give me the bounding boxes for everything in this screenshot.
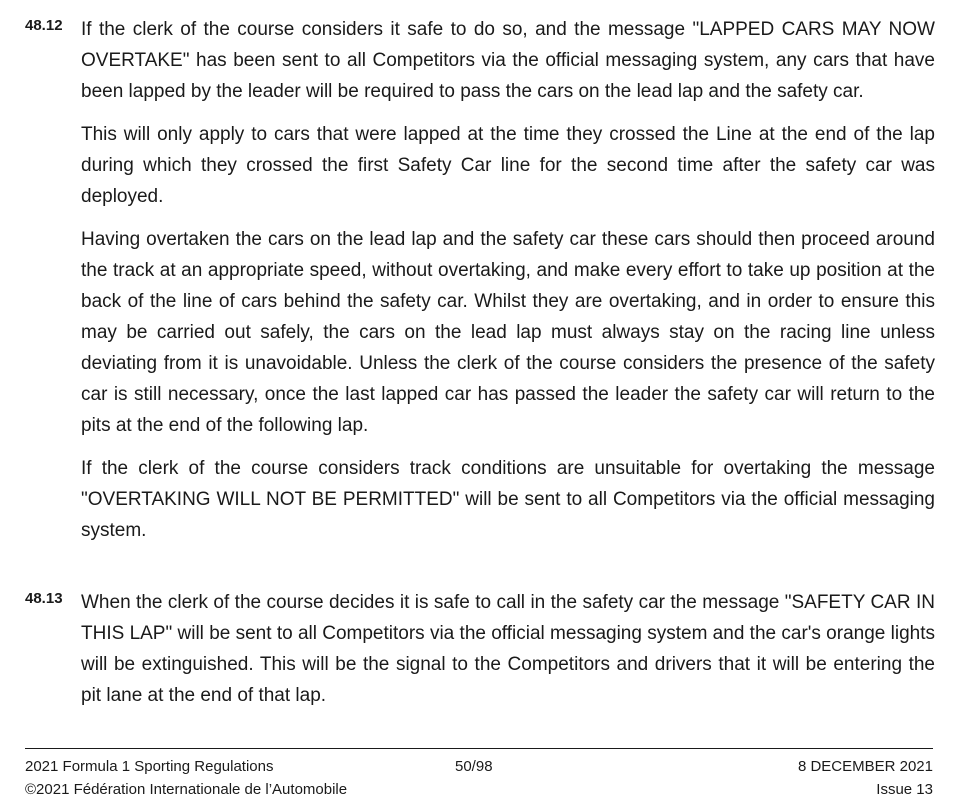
footer-date: 8 DECEMBER 2021 (797, 758, 933, 775)
article-paragraph: If the clerk of the course considers it safe to do so, and the message "LAPPED CARS MAY NOW OVERTAKE" has been sent to all Competitors via the official messaging system, any cars that have been lapped by the leader will be required to pass the cars on the lead lap and the safety car. (81, 19, 935, 102)
article-number: 48.12 (25, 17, 63, 34)
article-48-13 (25, 587, 935, 723)
footer-divider (25, 748, 933, 749)
article-paragraph: When the clerk of the course decides it is safe to call in the safety car the message "SAFETY CAR IN THIS LAP" will be sent to all Competitors via the official messaging system and the car's orange lights will be extinguished. This will be the signal to the Competitors and drivers that it will be entering the pit lane at the end of that lap. (81, 592, 935, 706)
article-number: 48.13 (25, 590, 63, 607)
article-paragraph: Having overtaken the cars on the lead lap and the safety car these cars should then proceed around the track at an appropriate speed, without overtaking, and make every effort to take up position at the back of the line of cars behind the safety car. Whilst they are overtaking, and in order to ensure this may be carried out safely, the cars on the lead lap must always stay on the racing line unless deviating from it is unavoidable. Unless the clerk of the course considers the presence of the safety car is still necessary, once the last lapped car has passed the leader the safety car will return to the pits at the end of the following lap. (81, 229, 935, 436)
footer-copyright: ©2021 Fédération Internationale de l’Automobile (25, 781, 348, 798)
footer-issue: Issue 13 (876, 781, 933, 798)
footer-page-number: 50/98 (455, 758, 493, 775)
article-paragraph: This will only apply to cars that were lapped at the time they crossed the Line at the end of the lap during which they crossed the first Safety Car line for the second time after the safety car was deployed. (81, 124, 935, 207)
footer-document-title: 2021 Formula 1 Sporting Regulations (25, 758, 274, 775)
article-48-12 (25, 14, 935, 558)
article-paragraph: If the clerk of the course considers track conditions are unsuitable for overtaking the message "OVERTAKING WILL NOT BE PERMITTED" will be sent to all Competitors via the official messaging system. (81, 458, 935, 541)
